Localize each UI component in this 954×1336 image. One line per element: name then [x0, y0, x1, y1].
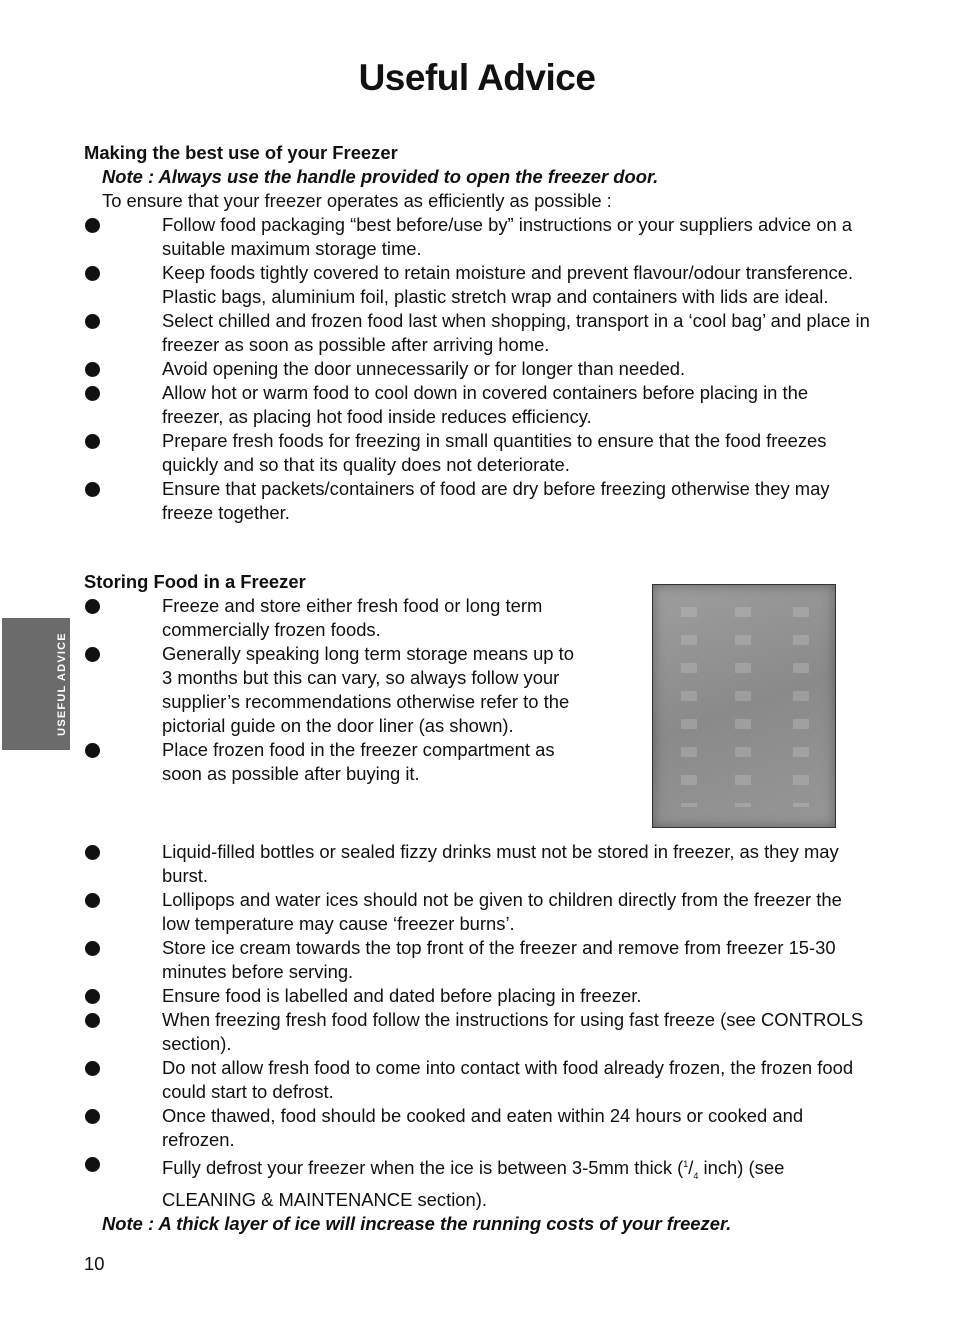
bullet-icon	[85, 893, 100, 908]
list-item: Prepare fresh foods for freezing in small quantities to ensure that the food freezes quickly and so that its quality does not deteriorate.	[84, 429, 874, 477]
list-item: Ensure food is labelled and dated before placing in freezer.	[84, 984, 874, 1008]
bullet-icon	[85, 1109, 100, 1124]
list-item: Lollipops and water ices should not be given to children directly from the freezer the low temperature may cause ‘freezer burns’.	[84, 888, 874, 936]
fraction-denominator: 4	[693, 1170, 699, 1181]
section-heading: Making the best use of your Freezer	[84, 142, 398, 163]
side-tab	[2, 618, 70, 750]
section-heading: Storing Food in a Freezer	[84, 571, 306, 592]
bullet-icon	[85, 266, 100, 281]
intro-text: To ensure that your freezer operates as efficiently as possible :	[102, 190, 612, 211]
list-item: Keep foods tightly covered to retain moisture and prevent flavour/odour transference. Plastic bags, aluminium foil, plastic stretch wrap and containers with lids are ideal.	[84, 261, 874, 309]
bullet-icon	[85, 314, 100, 329]
fraction-slash: /	[688, 1157, 694, 1179]
bullet-icon	[85, 1157, 100, 1172]
bullet-icon	[85, 599, 100, 614]
bullet-icon	[85, 941, 100, 956]
bullet-icon	[85, 1013, 100, 1028]
list-item: Place frozen food in the freezer compartment as soon as possible after buying it.	[84, 738, 584, 786]
side-tab-label: USEFUL ADVICE	[56, 632, 68, 736]
list-item: Follow food packaging “best before/use by” instructions or your suppliers advice on a suitable maximum storage time.	[84, 213, 874, 261]
list-item: Store ice cream towards the top front of the freezer and remove from freezer 15-30 minutes before serving.	[84, 936, 874, 984]
note-text: Note : A thick layer of ice will increase the running costs of your freezer.	[102, 1212, 732, 1234]
list-item: Once thawed, food should be cooked and eaten within 24 hours or cooked and refrozen.	[84, 1104, 874, 1152]
photo-detail	[735, 607, 751, 807]
bullet-icon	[85, 647, 100, 662]
bullet-icon	[85, 362, 100, 377]
section-storing-food	[84, 570, 584, 786]
bullet-icon	[85, 1061, 100, 1076]
bullet-icon	[85, 989, 100, 1004]
section-freezer-tips	[84, 840, 874, 1236]
list-item: Avoid opening the door unnecessarily or for longer than needed.	[84, 357, 874, 381]
list-item: Do not allow fresh food to come into contact with food already frozen, the frozen food could start to defrost.	[84, 1056, 874, 1104]
bullet-icon	[85, 386, 100, 401]
list-item: Liquid-filled bottles or sealed fizzy drinks must not be stored in freezer, as they may burst.	[84, 840, 874, 888]
list-item: Freeze and store either fresh food or long term commercially frozen foods.	[84, 594, 584, 642]
bullet-icon	[85, 218, 100, 233]
photo-detail	[681, 607, 697, 807]
list-item: Fully defrost your freezer when the ice is between 3-5mm thick ($^1/_4$ inch) (see CLEANING & MAINTENANCE section).	[84, 1152, 874, 1212]
section-freezer-best-use	[84, 141, 874, 525]
photo-detail	[793, 607, 809, 807]
bullet-icon	[85, 482, 100, 497]
bullet-icon	[85, 845, 100, 860]
page-number: 10	[84, 1253, 105, 1274]
list-item: Ensure that packets/containers of food are dry before freezing otherwise they may freeze together.	[84, 477, 874, 525]
bullet-icon	[85, 434, 100, 449]
list-item: Generally speaking long term storage means up to 3 months but this can vary, so always follow your supplier’s recommendations otherwise refer to the pictorial guide on the door liner (as shown).	[84, 642, 584, 738]
fraction-numerator: 1	[683, 1159, 689, 1169]
list-item: Select chilled and frozen food last when shopping, transport in a ‘cool bag’ and place in freezer as soon as possible after arriving home.	[84, 309, 874, 357]
list-item: Allow hot or warm food to cool down in covered containers before placing in the freezer, as placing hot food inside reduces efficiency.	[84, 381, 874, 429]
note-text: Note : Always use the handle provided to open the freezer door.	[102, 166, 659, 187]
list-item: When freezing fresh food follow the instructions for using fast freeze (see CONTROLS section).	[84, 1008, 874, 1056]
page-title: Useful Advice	[358, 57, 596, 98]
bullet-icon	[85, 743, 100, 758]
door-liner-photo	[652, 584, 836, 828]
